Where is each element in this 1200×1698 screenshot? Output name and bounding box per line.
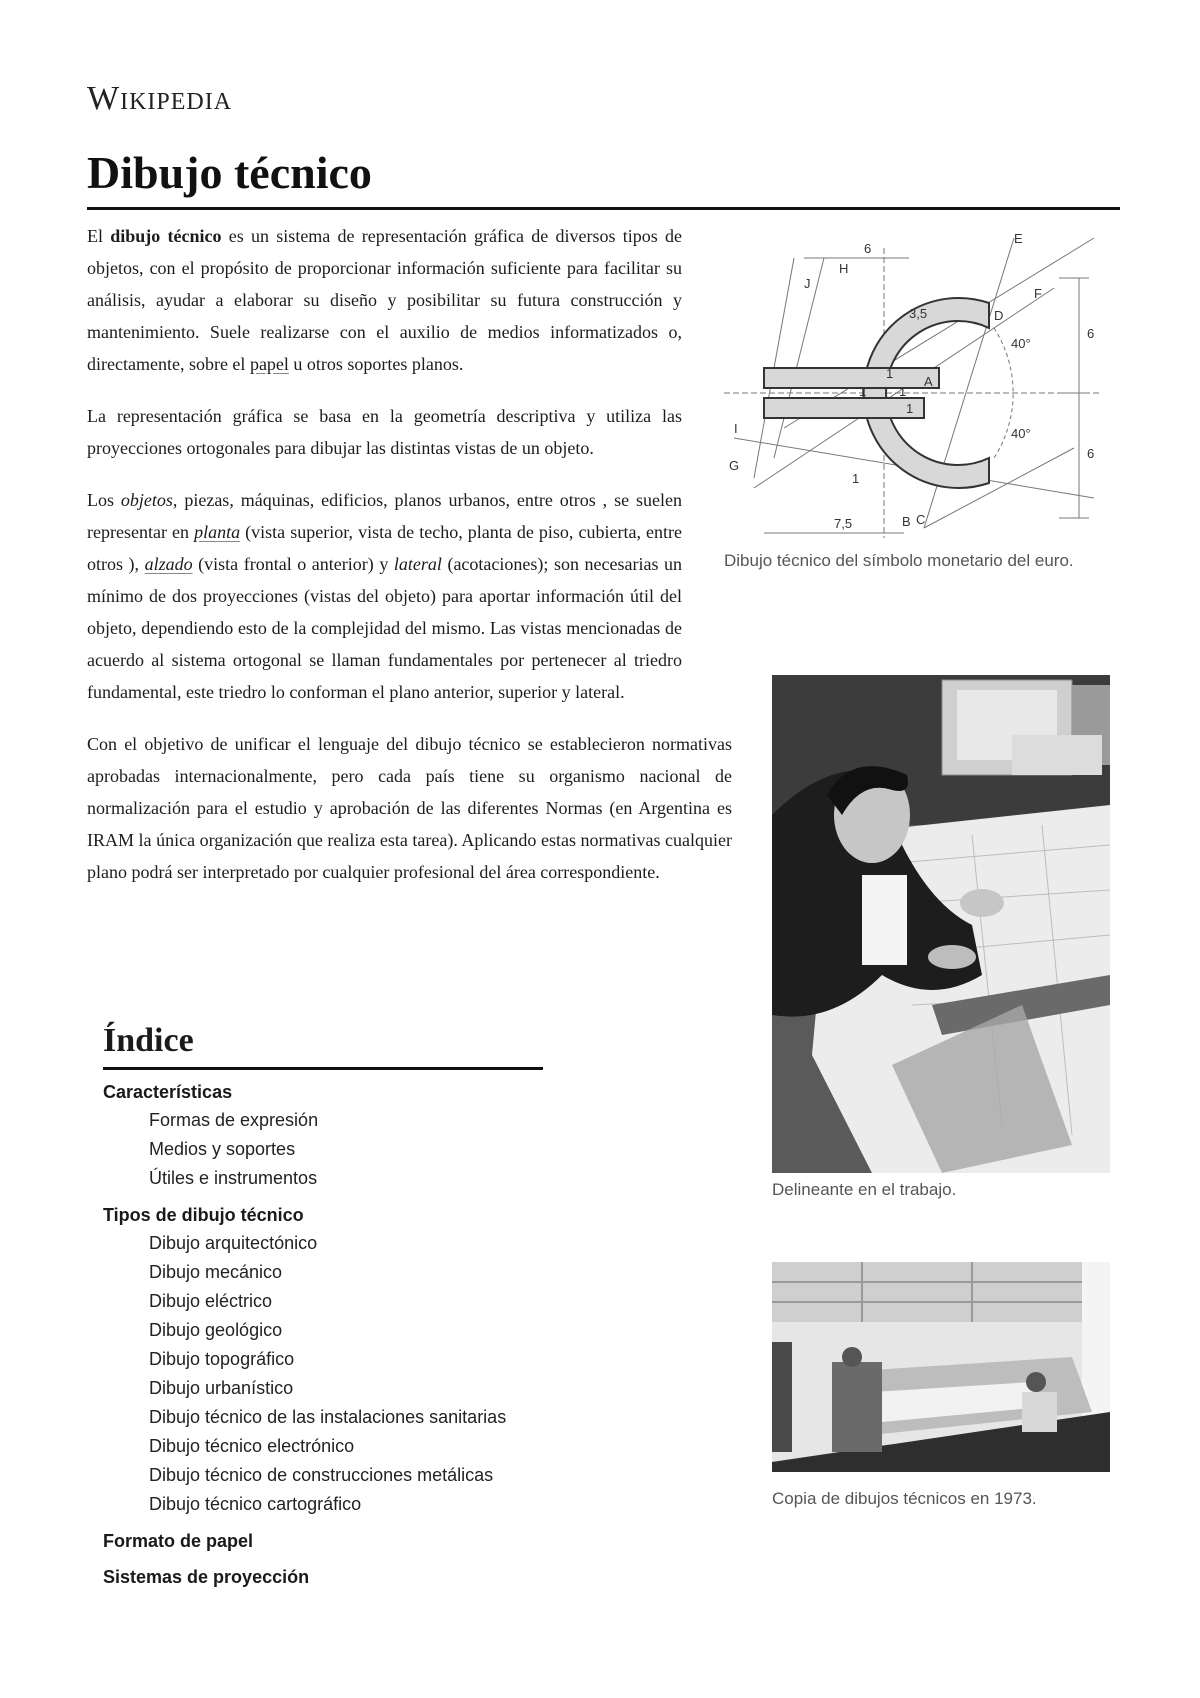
- page-title: Dibujo técnico: [87, 147, 372, 198]
- toc-title: Índice: [103, 1022, 194, 1059]
- bold-term: dibujo técnico: [110, 226, 222, 246]
- point-label: H: [839, 261, 849, 276]
- title-divider: [87, 207, 1120, 210]
- toc-subsection-link[interactable]: Dibujo técnico de las instalaciones sanitarias: [149, 1407, 507, 1427]
- link-planta[interactable]: planta: [194, 522, 241, 542]
- link-papel[interactable]: papel: [249, 354, 289, 374]
- dimension-label: 7,5: [834, 516, 853, 531]
- figure-copying: [772, 1262, 1110, 1512]
- toc-subsection-link[interactable]: Dibujo arquitectónico: [149, 1233, 318, 1253]
- paragraph-4: Con el objetivo de unificar el lenguaje del dibujo técnico se establecieron normativas aprobadas internacionalmente, pero cada país tiene su organismo nacional de normalización para el estudio y aprobación de las diferentes Normas (en Argentina es IRAM la única organización que realiza esta tarea). Aplicando estas normativas cualquier plano podrá ser interpretado por cualquier profesional del área correspondiente.: [87, 734, 732, 882]
- toc-subsection-link[interactable]: Formas de expresión: [149, 1110, 319, 1130]
- figure-drafter: [772, 675, 1110, 1203]
- toc-subsection-link[interactable]: Dibujo técnico de construcciones metálicas: [149, 1465, 494, 1485]
- text: (acotaciones); son necesarias un mínimo de dos proyecciones (vistas del objeto) para aportar información útil del objeto, dependiendo esto de la complejidad del mismo. Las vistas mencionadas de acuerdo al sistema ortogonal se llaman fundamentales por pertenecer al triedro fundamental, este triedro lo conforman el plano anterior, superior y lateral.: [87, 554, 683, 702]
- toc-subsection-link[interactable]: Medios y soportes: [149, 1139, 296, 1159]
- toc-subsection-link[interactable]: Útiles e instrumentos: [149, 1168, 318, 1188]
- point-label: D: [994, 308, 1004, 323]
- dimension-label: 1: [899, 384, 907, 399]
- toc-section-link[interactable]: Formato de papel: [103, 1531, 254, 1551]
- dimension-label: 1: [852, 471, 860, 486]
- article-body: [87, 220, 732, 908]
- toc-subsection-link[interactable]: Dibujo mecánico: [149, 1262, 283, 1282]
- text: u otros soportes planos.: [288, 354, 464, 374]
- point-label: A: [924, 374, 933, 389]
- toc-subsection-link[interactable]: Dibujo técnico cartográfico: [149, 1494, 362, 1514]
- table-of-contents: [103, 1015, 543, 1599]
- point-label: J: [804, 276, 811, 291]
- euro-drawing[interactable]: [724, 228, 1100, 548]
- toc-subsection-link[interactable]: Dibujo técnico electrónico: [149, 1436, 355, 1456]
- dimension-label: 1: [859, 384, 867, 399]
- toc-subsection-link[interactable]: Dibujo eléctrico: [149, 1291, 273, 1311]
- point-label: I: [734, 421, 738, 436]
- toc-section: [103, 1078, 543, 1193]
- toc-section-link[interactable]: Tipos de dibujo técnico: [103, 1205, 304, 1225]
- point-label: E: [1014, 231, 1023, 246]
- figure-caption: Copia de dibujos técnicos en 1973.: [772, 1489, 1037, 1508]
- italic-term: objetos: [120, 490, 173, 510]
- angle-label: 40°: [1011, 426, 1031, 441]
- dimension-label: 3,5: [909, 306, 928, 321]
- figure-euro: [724, 228, 1104, 574]
- text: El: [87, 226, 111, 246]
- paragraph-1: [87, 220, 732, 380]
- text: (vista frontal o anterior) y: [192, 554, 394, 574]
- link-alzado[interactable]: alzado: [144, 554, 193, 574]
- toc-subsection-link[interactable]: Dibujo geológico: [149, 1320, 283, 1340]
- dimension-label: 6: [1087, 326, 1095, 341]
- text: , piezas, máquinas, edificios, planos urbanos, entre otros , se suelen representar en: [87, 490, 683, 542]
- toc-section-link[interactable]: Características: [103, 1082, 233, 1102]
- copying-photo[interactable]: [772, 1262, 1110, 1480]
- toc-divider: [103, 1067, 543, 1070]
- point-label: C: [916, 512, 926, 527]
- toc-section: [103, 1527, 543, 1555]
- toc-subsection-link[interactable]: Dibujo urbanístico: [149, 1378, 294, 1398]
- paragraph-2: La representación gráfica se basa en la geometría descriptiva y utiliza las proyecciones ortogonales para dibujar las distintas vistas de un objeto.: [87, 406, 682, 458]
- point-label: B: [902, 514, 911, 529]
- toc-section: [103, 1201, 543, 1519]
- dimension-label: 6: [1087, 446, 1095, 461]
- point-label: G: [729, 458, 740, 473]
- toc-section: [103, 1563, 543, 1591]
- dimension-label: 6: [864, 241, 872, 256]
- toc-section-link[interactable]: Sistemas de proyección: [103, 1567, 310, 1587]
- drafter-photo[interactable]: [772, 675, 1110, 1173]
- paragraph-3: [87, 484, 732, 708]
- dimension-label: 1: [906, 401, 914, 416]
- dimension-label: 1: [886, 366, 894, 381]
- toc-subsection-link[interactable]: Dibujo topográfico: [149, 1349, 295, 1369]
- italic-term: lateral: [393, 554, 442, 574]
- text: es un sistema de representación gráfica de diversos tipos de objetos, con el propósito de proporcionar información suficiente para facilitar su análisis, ayudar a elaborar su diseño y posibilitar su futura construcción y mantenimiento. Suele realizarse con el auxilio de medios informatizados o, directamente, sobre el: [87, 226, 682, 374]
- angle-label: 40°: [1011, 336, 1031, 351]
- wikipedia-logo[interactable]: Wikipedia: [87, 80, 233, 117]
- text: (vista superior, vista de techo, planta de piso, cubierta, entre otros ),: [87, 522, 682, 574]
- figure-caption: Delineante en el trabajo.: [772, 1180, 957, 1199]
- text: Los: [87, 490, 121, 510]
- figure-caption: Dibujo técnico del símbolo monetario del euro.: [724, 551, 1074, 570]
- point-label: F: [1034, 286, 1042, 301]
